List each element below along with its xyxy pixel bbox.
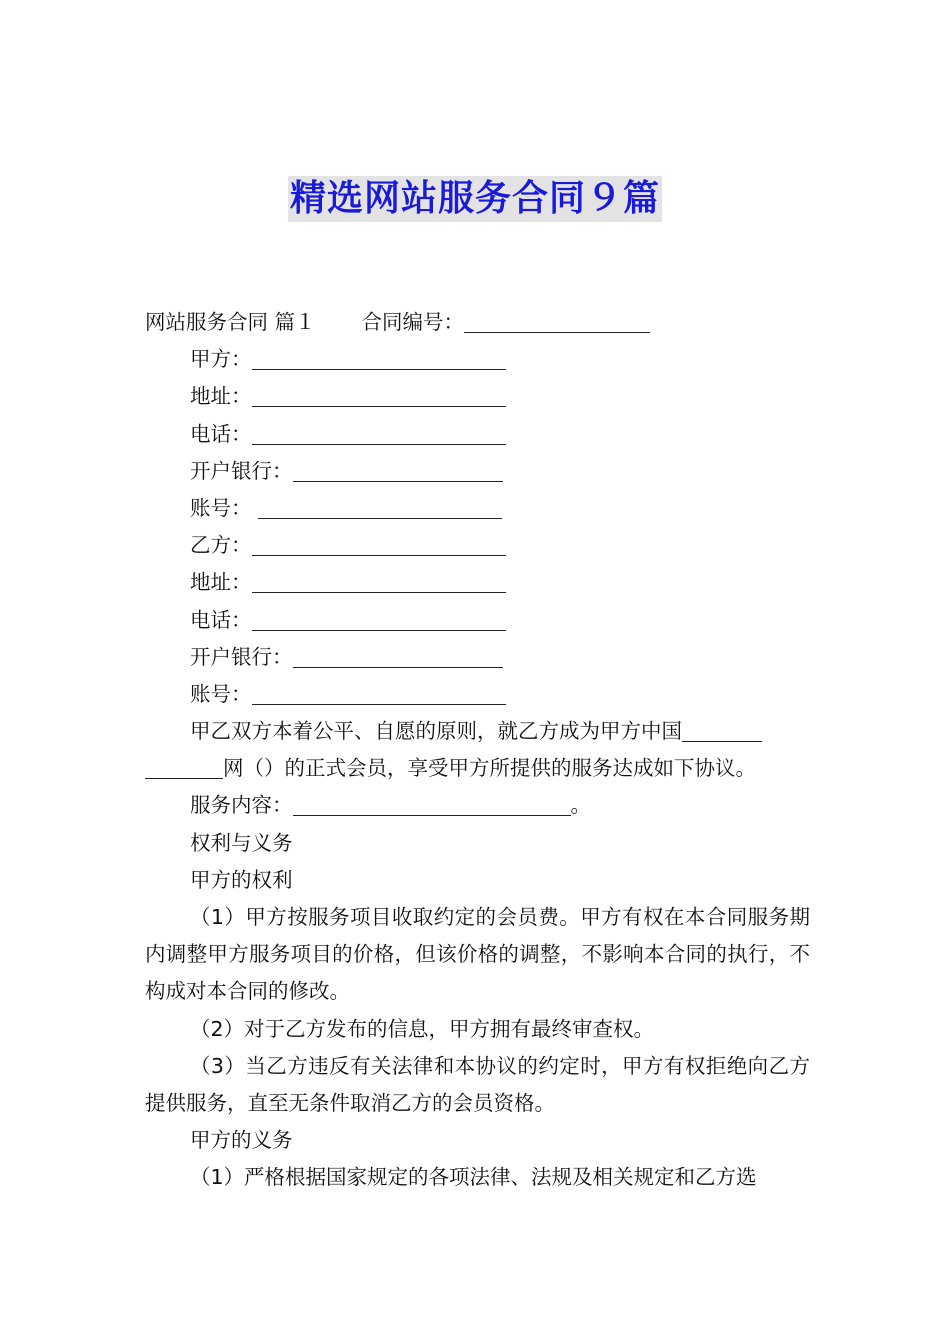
party-a-name-line: [145, 341, 810, 378]
party-b-account-field: [252, 678, 506, 705]
party-b-bank-line: [145, 639, 810, 676]
party-b-phone-label: 电话：: [190, 607, 252, 632]
contract-no-label: 合同编号：: [361, 310, 465, 334]
party-b-phone-line: [145, 602, 810, 639]
party-a-account-label: 账号：: [190, 495, 252, 520]
a-rights-item-2: （2）对于乙方发布的信息，甲方拥有最终审查权。: [190, 1016, 655, 1041]
party-a-phone-field: [252, 418, 506, 445]
party-b-account-label: 账号：: [190, 681, 252, 706]
document-title: [0, 176, 950, 222]
service-line: [145, 787, 810, 824]
contract-title: 网站服务合同 篇１: [145, 310, 316, 334]
document-title-text: 精选网站服务合同９篇: [288, 176, 662, 222]
intro-text-1: 甲乙双方本着公平、自愿的原则，就乙方成为甲方中国: [190, 719, 682, 744]
party-b-address-label: 地址：: [190, 570, 252, 595]
intro-line-2: [145, 750, 810, 787]
section-heading-a-obligations: 甲方的义务: [190, 1128, 293, 1153]
party-b-address-line: [145, 564, 810, 601]
party-a-phone-line: [145, 416, 810, 453]
party-b-name-field: [252, 529, 506, 556]
party-a-bank-line: [145, 453, 810, 490]
a-obligations-item-1: （1）严格根据国家规定的各项法律、法规及相关规定和乙方选: [190, 1165, 757, 1190]
contract-no-field: [464, 306, 650, 333]
a-rights-item-1: （1）甲方按服务项目收取约定的会员费。甲方有权在本合同服务期内调整甲方服务项目的价格，但该价格的调整，不影响本合同的执行，不构成对本合同的修改。: [145, 905, 810, 1004]
party-a-name-field: [252, 343, 506, 370]
party-b-phone-field: [252, 604, 506, 631]
party-a-address-line: [145, 378, 810, 415]
section-heading-rights-obligations: 权利与义务: [190, 830, 293, 855]
party-b-address-field: [252, 566, 506, 593]
intro-blank-2: [145, 752, 223, 779]
party-a-account-field: [258, 492, 502, 519]
party-a-account-line: [145, 490, 810, 527]
section-heading-a-rights: 甲方的权利: [190, 867, 293, 892]
party-b-name-label: 乙方：: [190, 533, 252, 558]
contract-header-line: [145, 304, 810, 341]
party-a-bank-field: [293, 455, 503, 482]
intro-line-1: [145, 713, 810, 750]
service-end: 。: [570, 793, 591, 818]
party-b-bank-field: [293, 641, 503, 668]
party-a-bank-label: 开户银行：: [190, 458, 293, 483]
party-a-phone-label: 电话：: [190, 421, 252, 446]
party-a-address-label: 地址：: [190, 384, 252, 409]
contract-body: [145, 304, 810, 1197]
a-rights-item-3: （3）当乙方违反有关法律和本协议的约定时，甲方有权拒绝向乙方提供服务，直至无条件取消乙方的会员资格。: [145, 1053, 810, 1116]
service-field: [293, 789, 571, 816]
intro-blank-1: [682, 715, 762, 742]
party-a-address-field: [252, 380, 506, 407]
party-b-account-line: [145, 676, 810, 713]
party-a-name-label: 甲方：: [190, 347, 252, 372]
party-b-bank-label: 开户银行：: [190, 644, 293, 669]
service-label: 服务内容：: [190, 793, 293, 818]
intro-text-2: 网（）的正式会员，享受甲方所提供的服务达成如下协议。: [223, 756, 756, 781]
party-b-name-line: [145, 527, 810, 564]
